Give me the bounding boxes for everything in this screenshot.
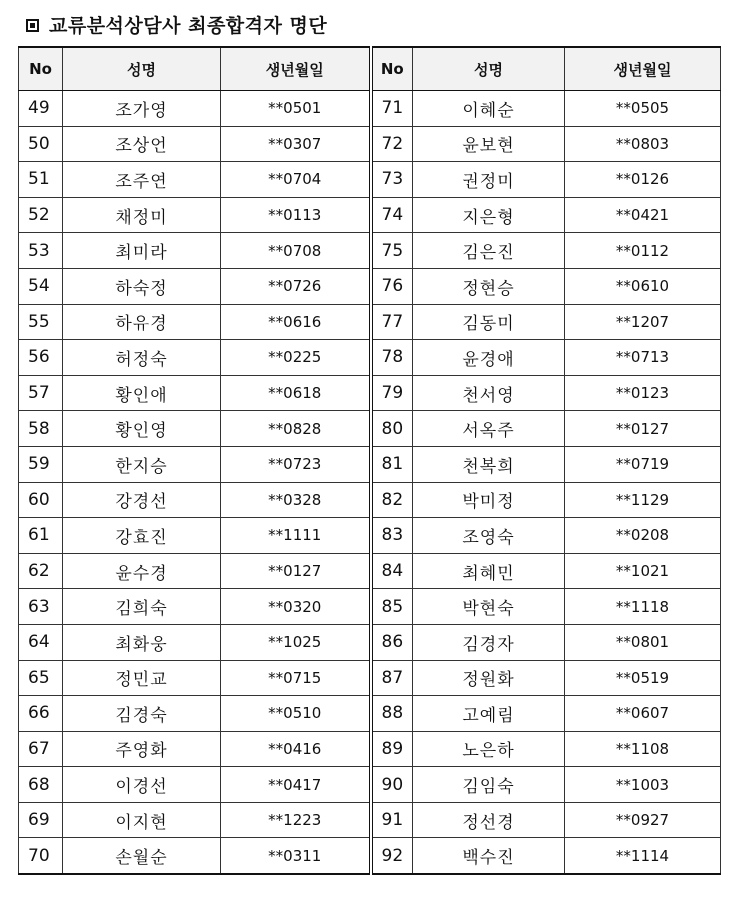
right-birth-cell: **1129 bbox=[565, 482, 721, 518]
left-birth-cell: **0726 bbox=[221, 268, 371, 304]
left-no-cell: 50 bbox=[19, 126, 63, 162]
table-body bbox=[19, 91, 721, 875]
right-no-cell: 76 bbox=[371, 268, 413, 304]
passer-list-table bbox=[18, 46, 721, 875]
table-row bbox=[19, 660, 721, 696]
table-row bbox=[19, 482, 721, 518]
left-no-cell: 49 bbox=[19, 91, 63, 127]
table-row bbox=[19, 162, 721, 198]
right-name-cell: 백수진 bbox=[413, 838, 565, 874]
right-name-cell: 천복희 bbox=[413, 446, 565, 482]
left-birth-cell: **0307 bbox=[221, 126, 371, 162]
right-birth-cell: **1108 bbox=[565, 731, 721, 767]
left-birth-cell: **0311 bbox=[221, 838, 371, 874]
right-no-cell: 90 bbox=[371, 767, 413, 803]
right-birth-cell: **0421 bbox=[565, 197, 721, 233]
right-no-cell: 74 bbox=[371, 197, 413, 233]
right-name-cell: 조영숙 bbox=[413, 518, 565, 554]
right-birth-cell: **0123 bbox=[565, 375, 721, 411]
left-name-cell: 이경선 bbox=[63, 767, 221, 803]
left-no-cell: 60 bbox=[19, 482, 63, 518]
table-row bbox=[19, 518, 721, 554]
left-no-cell: 65 bbox=[19, 660, 63, 696]
left-birth-cell: **1025 bbox=[221, 624, 371, 660]
right-name-cell: 김임숙 bbox=[413, 767, 565, 803]
left-name-cell: 최화웅 bbox=[63, 624, 221, 660]
right-name-cell: 정원화 bbox=[413, 660, 565, 696]
right-birth-cell: **0713 bbox=[565, 340, 721, 376]
right-no-cell: 71 bbox=[371, 91, 413, 127]
right-no-cell: 88 bbox=[371, 696, 413, 732]
left-no-cell: 55 bbox=[19, 304, 63, 340]
header-birth-right: 생년월일 bbox=[565, 47, 721, 91]
right-name-cell: 천서영 bbox=[413, 375, 565, 411]
left-no-cell: 68 bbox=[19, 767, 63, 803]
left-no-cell: 56 bbox=[19, 340, 63, 376]
right-no-cell: 81 bbox=[371, 446, 413, 482]
table-row bbox=[19, 233, 721, 269]
table-row bbox=[19, 375, 721, 411]
left-name-cell: 주영화 bbox=[63, 731, 221, 767]
right-birth-cell: **0803 bbox=[565, 126, 721, 162]
left-no-cell: 51 bbox=[19, 162, 63, 198]
left-birth-cell: **0723 bbox=[221, 446, 371, 482]
right-name-cell: 박현숙 bbox=[413, 589, 565, 625]
header-name-right: 성명 bbox=[413, 47, 565, 91]
right-name-cell: 윤보현 bbox=[413, 126, 565, 162]
left-no-cell: 58 bbox=[19, 411, 63, 447]
right-name-cell: 김경자 bbox=[413, 624, 565, 660]
left-birth-cell: **0618 bbox=[221, 375, 371, 411]
left-no-cell: 62 bbox=[19, 553, 63, 589]
table-row bbox=[19, 197, 721, 233]
left-birth-cell: **0616 bbox=[221, 304, 371, 340]
right-birth-cell: **0505 bbox=[565, 91, 721, 127]
right-no-cell: 80 bbox=[371, 411, 413, 447]
right-birth-cell: **0927 bbox=[565, 802, 721, 838]
table-row bbox=[19, 126, 721, 162]
left-birth-cell: **0320 bbox=[221, 589, 371, 625]
right-name-cell: 윤경애 bbox=[413, 340, 565, 376]
table-row bbox=[19, 802, 721, 838]
left-birth-cell: **0828 bbox=[221, 411, 371, 447]
right-birth-cell: **1114 bbox=[565, 838, 721, 874]
table-header-row bbox=[19, 47, 721, 91]
table-row bbox=[19, 304, 721, 340]
left-birth-cell: **0127 bbox=[221, 553, 371, 589]
left-no-cell: 66 bbox=[19, 696, 63, 732]
right-birth-cell: **0801 bbox=[565, 624, 721, 660]
right-no-cell: 86 bbox=[371, 624, 413, 660]
left-no-cell: 67 bbox=[19, 731, 63, 767]
table-row bbox=[19, 91, 721, 127]
left-name-cell: 이지현 bbox=[63, 802, 221, 838]
header-no-left: No bbox=[19, 47, 63, 91]
right-name-cell: 노은하 bbox=[413, 731, 565, 767]
left-no-cell: 57 bbox=[19, 375, 63, 411]
left-name-cell: 황인영 bbox=[63, 411, 221, 447]
left-birth-cell: **0715 bbox=[221, 660, 371, 696]
right-birth-cell: **0719 bbox=[565, 446, 721, 482]
right-birth-cell: **1003 bbox=[565, 767, 721, 803]
left-name-cell: 하유경 bbox=[63, 304, 221, 340]
right-name-cell: 정현승 bbox=[413, 268, 565, 304]
square-bullet-icon bbox=[26, 19, 39, 32]
right-no-cell: 75 bbox=[371, 233, 413, 269]
left-birth-cell: **0225 bbox=[221, 340, 371, 376]
table-row bbox=[19, 268, 721, 304]
right-no-cell: 72 bbox=[371, 126, 413, 162]
right-no-cell: 77 bbox=[371, 304, 413, 340]
page-title bbox=[26, 10, 327, 38]
right-name-cell: 지은형 bbox=[413, 197, 565, 233]
right-name-cell: 이혜순 bbox=[413, 91, 565, 127]
table-row bbox=[19, 411, 721, 447]
right-name-cell: 정선경 bbox=[413, 802, 565, 838]
left-name-cell: 강경선 bbox=[63, 482, 221, 518]
left-name-cell: 하숙정 bbox=[63, 268, 221, 304]
page-title-text: 교류분석상담사 최종합격자 명단 bbox=[49, 14, 328, 37]
left-no-cell: 61 bbox=[19, 518, 63, 554]
left-no-cell: 52 bbox=[19, 197, 63, 233]
left-birth-cell: **0328 bbox=[221, 482, 371, 518]
right-name-cell: 서옥주 bbox=[413, 411, 565, 447]
left-birth-cell: **0704 bbox=[221, 162, 371, 198]
left-birth-cell: **0501 bbox=[221, 91, 371, 127]
left-name-cell: 채정미 bbox=[63, 197, 221, 233]
right-birth-cell: **0112 bbox=[565, 233, 721, 269]
left-name-cell: 최미라 bbox=[63, 233, 221, 269]
left-birth-cell: **0510 bbox=[221, 696, 371, 732]
table-row bbox=[19, 838, 721, 874]
right-no-cell: 87 bbox=[371, 660, 413, 696]
left-name-cell: 조주연 bbox=[63, 162, 221, 198]
table-row bbox=[19, 553, 721, 589]
left-no-cell: 70 bbox=[19, 838, 63, 874]
right-birth-cell: **1207 bbox=[565, 304, 721, 340]
left-name-cell: 강효진 bbox=[63, 518, 221, 554]
right-no-cell: 89 bbox=[371, 731, 413, 767]
left-name-cell: 황인애 bbox=[63, 375, 221, 411]
right-no-cell: 78 bbox=[371, 340, 413, 376]
right-no-cell: 84 bbox=[371, 553, 413, 589]
left-no-cell: 63 bbox=[19, 589, 63, 625]
table-row bbox=[19, 731, 721, 767]
right-no-cell: 92 bbox=[371, 838, 413, 874]
right-no-cell: 82 bbox=[371, 482, 413, 518]
right-name-cell: 고예림 bbox=[413, 696, 565, 732]
left-name-cell: 김경숙 bbox=[63, 696, 221, 732]
right-name-cell: 김동미 bbox=[413, 304, 565, 340]
right-birth-cell: **0607 bbox=[565, 696, 721, 732]
header-birth-left: 생년월일 bbox=[221, 47, 371, 91]
right-no-cell: 91 bbox=[371, 802, 413, 838]
header-no-right: No bbox=[371, 47, 413, 91]
right-birth-cell: **1118 bbox=[565, 589, 721, 625]
right-birth-cell: **1021 bbox=[565, 553, 721, 589]
left-birth-cell: **0708 bbox=[221, 233, 371, 269]
left-no-cell: 59 bbox=[19, 446, 63, 482]
table-row bbox=[19, 767, 721, 803]
left-birth-cell: **0417 bbox=[221, 767, 371, 803]
right-no-cell: 79 bbox=[371, 375, 413, 411]
right-name-cell: 김은진 bbox=[413, 233, 565, 269]
table-row bbox=[19, 624, 721, 660]
left-birth-cell: **1223 bbox=[221, 802, 371, 838]
right-name-cell: 권정미 bbox=[413, 162, 565, 198]
left-birth-cell: **0113 bbox=[221, 197, 371, 233]
right-birth-cell: **0127 bbox=[565, 411, 721, 447]
left-no-cell: 69 bbox=[19, 802, 63, 838]
table-row bbox=[19, 340, 721, 376]
left-name-cell: 조상언 bbox=[63, 126, 221, 162]
right-birth-cell: **0519 bbox=[565, 660, 721, 696]
left-no-cell: 64 bbox=[19, 624, 63, 660]
right-birth-cell: **0126 bbox=[565, 162, 721, 198]
left-name-cell: 한지승 bbox=[63, 446, 221, 482]
left-birth-cell: **1111 bbox=[221, 518, 371, 554]
left-no-cell: 53 bbox=[19, 233, 63, 269]
right-no-cell: 83 bbox=[371, 518, 413, 554]
right-birth-cell: **0610 bbox=[565, 268, 721, 304]
left-name-cell: 정민교 bbox=[63, 660, 221, 696]
left-name-cell: 김희숙 bbox=[63, 589, 221, 625]
table-row bbox=[19, 446, 721, 482]
left-birth-cell: **0416 bbox=[221, 731, 371, 767]
left-name-cell: 조가영 bbox=[63, 91, 221, 127]
left-name-cell: 허정숙 bbox=[63, 340, 221, 376]
right-no-cell: 85 bbox=[371, 589, 413, 625]
right-no-cell: 73 bbox=[371, 162, 413, 198]
table-row bbox=[19, 589, 721, 625]
header-name-left: 성명 bbox=[63, 47, 221, 91]
left-name-cell: 윤수경 bbox=[63, 553, 221, 589]
right-name-cell: 최혜민 bbox=[413, 553, 565, 589]
right-name-cell: 박미정 bbox=[413, 482, 565, 518]
table-row bbox=[19, 696, 721, 732]
left-name-cell: 손월순 bbox=[63, 838, 221, 874]
left-no-cell: 54 bbox=[19, 268, 63, 304]
right-birth-cell: **0208 bbox=[565, 518, 721, 554]
